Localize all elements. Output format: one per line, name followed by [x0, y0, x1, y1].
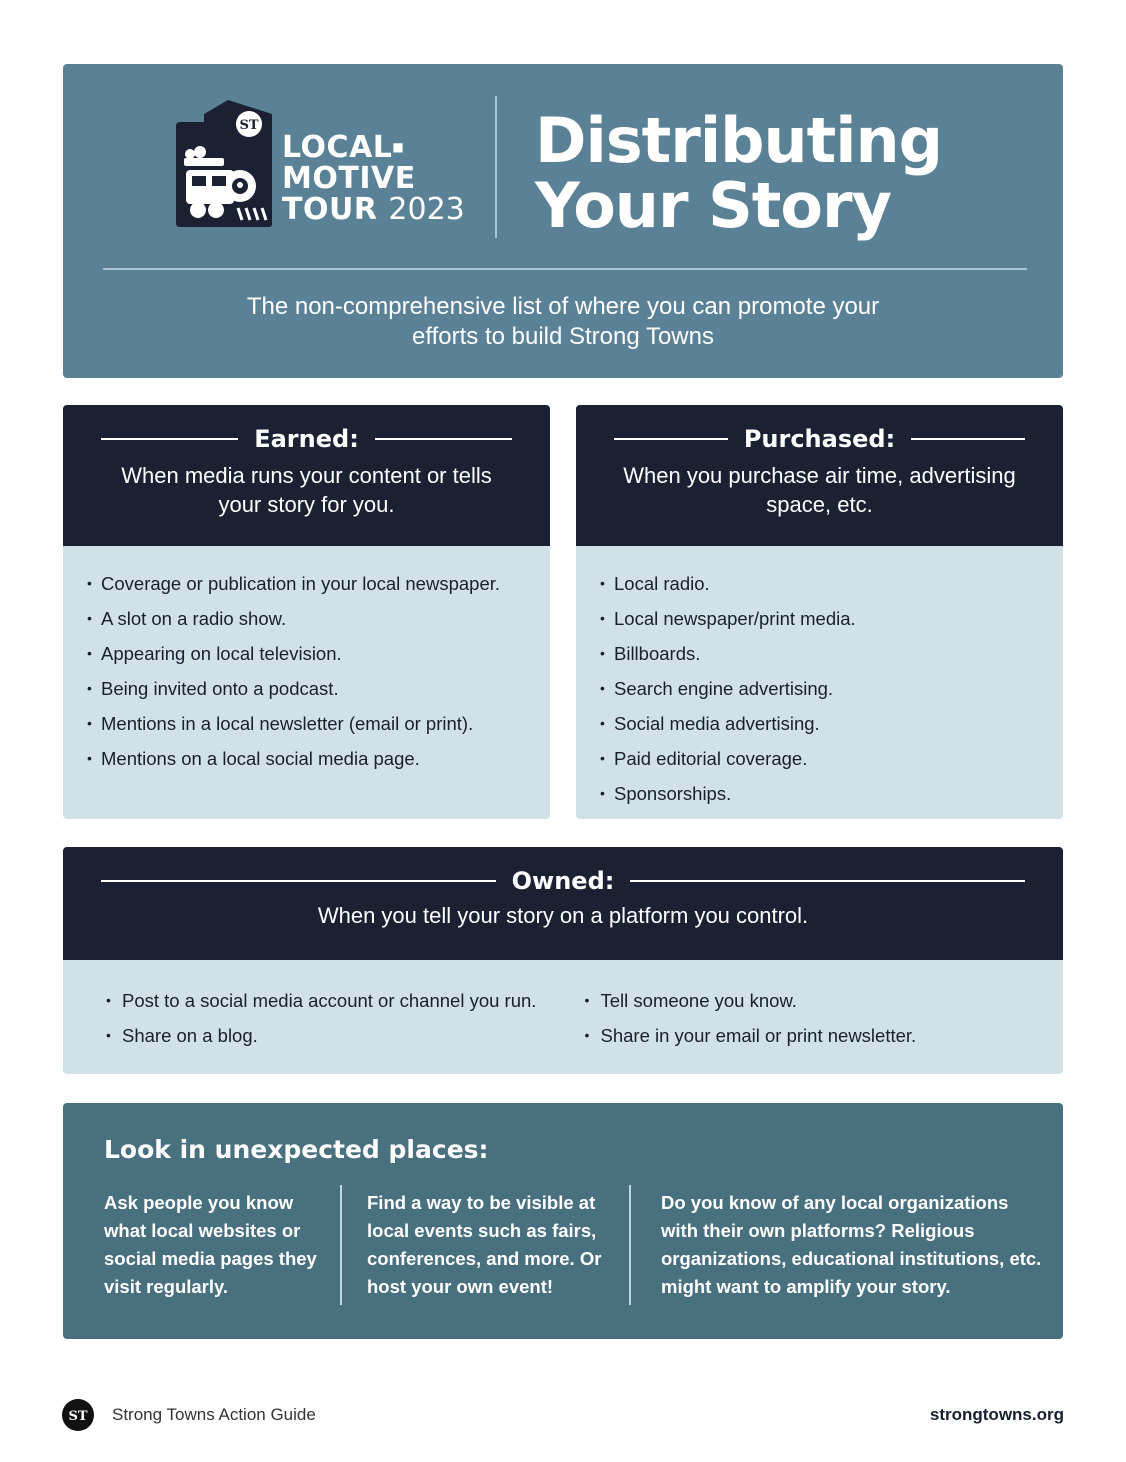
list-item: • Tell someone you know. — [585, 983, 1064, 1018]
tip-column-2: Find a way to be visible at local events such as fairs, conferences, and more. Or host your own event! — [367, 1192, 602, 1297]
owned-title: Owned: — [511, 867, 615, 895]
list-item: • Post to a social media account or channel you run. — [106, 983, 585, 1018]
svg-text:ST: ST — [239, 118, 259, 133]
list-item: • Local newspaper/print media. — [600, 601, 1039, 636]
earned-description: When media runs your content or tells your story for you. — [121, 463, 492, 517]
footer-guide-label: Strong Towns Action Guide — [112, 1405, 316, 1424]
tip-column-1: Ask people you know what local websites or social media pages they visit regularly. — [104, 1192, 317, 1297]
list-item: • Mentions on a local social media page. — [87, 741, 526, 776]
earned-list — [63, 546, 550, 776]
owned-description: When you tell your story on a platform you control. — [317, 903, 809, 928]
title-rule — [614, 438, 728, 440]
owned-list-left — [106, 983, 585, 1053]
list-item: • Local radio. — [600, 566, 1039, 601]
earned-title: Earned: — [254, 425, 359, 453]
list-item: • A slot on a radio show. — [87, 601, 526, 636]
strong-towns-logo-icon — [62, 1399, 94, 1431]
owned-card — [63, 847, 1063, 1074]
tour-logo — [176, 100, 476, 230]
owned-card-header — [63, 847, 1063, 960]
page-subtitle: The non-comprehensive list of where you can promote your efforts to build Strong Towns — [246, 293, 880, 350]
tip-divider — [629, 1185, 631, 1305]
list-item: • Billboards. — [600, 636, 1039, 671]
list-item: • Social media advertising. — [600, 706, 1039, 741]
footer-website-link[interactable]: strongtowns.org — [929, 1405, 1064, 1424]
list-item: • Being invited onto a podcast. — [87, 671, 526, 706]
list-item: • Coverage or publication in your local newspaper. — [87, 566, 526, 601]
purchased-title: Purchased: — [743, 425, 896, 453]
unexpected-places-title: Look in unexpected places: — [104, 1135, 489, 1164]
earned-card-header — [63, 405, 550, 546]
list-item: • Share in your email or print newsletter. — [585, 1018, 1064, 1053]
list-item: • Mentions in a local newsletter (email or print). — [87, 706, 526, 741]
purchased-card-header — [576, 405, 1063, 546]
list-item: • Paid editorial coverage. — [600, 741, 1039, 776]
title-rule — [911, 438, 1025, 440]
page-title: Distributing Your Story — [535, 104, 943, 242]
header-vertical-divider — [495, 96, 497, 238]
tour-logo-text: LOCAL■ MOTIVE TOUR 2023 — [282, 130, 465, 227]
header-banner — [63, 64, 1063, 378]
list-item: • Appearing on local television. — [87, 636, 526, 671]
title-rule — [630, 880, 1025, 882]
tip-divider — [340, 1185, 342, 1305]
earned-card — [63, 405, 550, 819]
owned-list-right — [585, 983, 1064, 1053]
header-horizontal-divider — [103, 268, 1027, 270]
unexpected-places-section — [63, 1103, 1063, 1339]
list-item: • Share on a blog. — [106, 1018, 585, 1053]
purchased-card — [576, 405, 1063, 819]
locomotive-badge-icon — [176, 100, 272, 227]
title-rule — [101, 438, 238, 440]
purchased-list — [576, 546, 1063, 811]
title-rule — [101, 880, 496, 882]
svg-text:ST: ST — [68, 1409, 88, 1424]
purchased-description: When you purchase air time, advertising space, etc. — [623, 463, 1016, 517]
tip-column-3: Do you know of any local organizations with their own platforms? Religious organizations, educational institutions, etc. might want to amplify your story. — [661, 1192, 1042, 1297]
title-rule — [375, 438, 512, 440]
list-item: • Sponsorships. — [600, 776, 1039, 811]
list-item: • Search engine advertising. — [600, 671, 1039, 706]
